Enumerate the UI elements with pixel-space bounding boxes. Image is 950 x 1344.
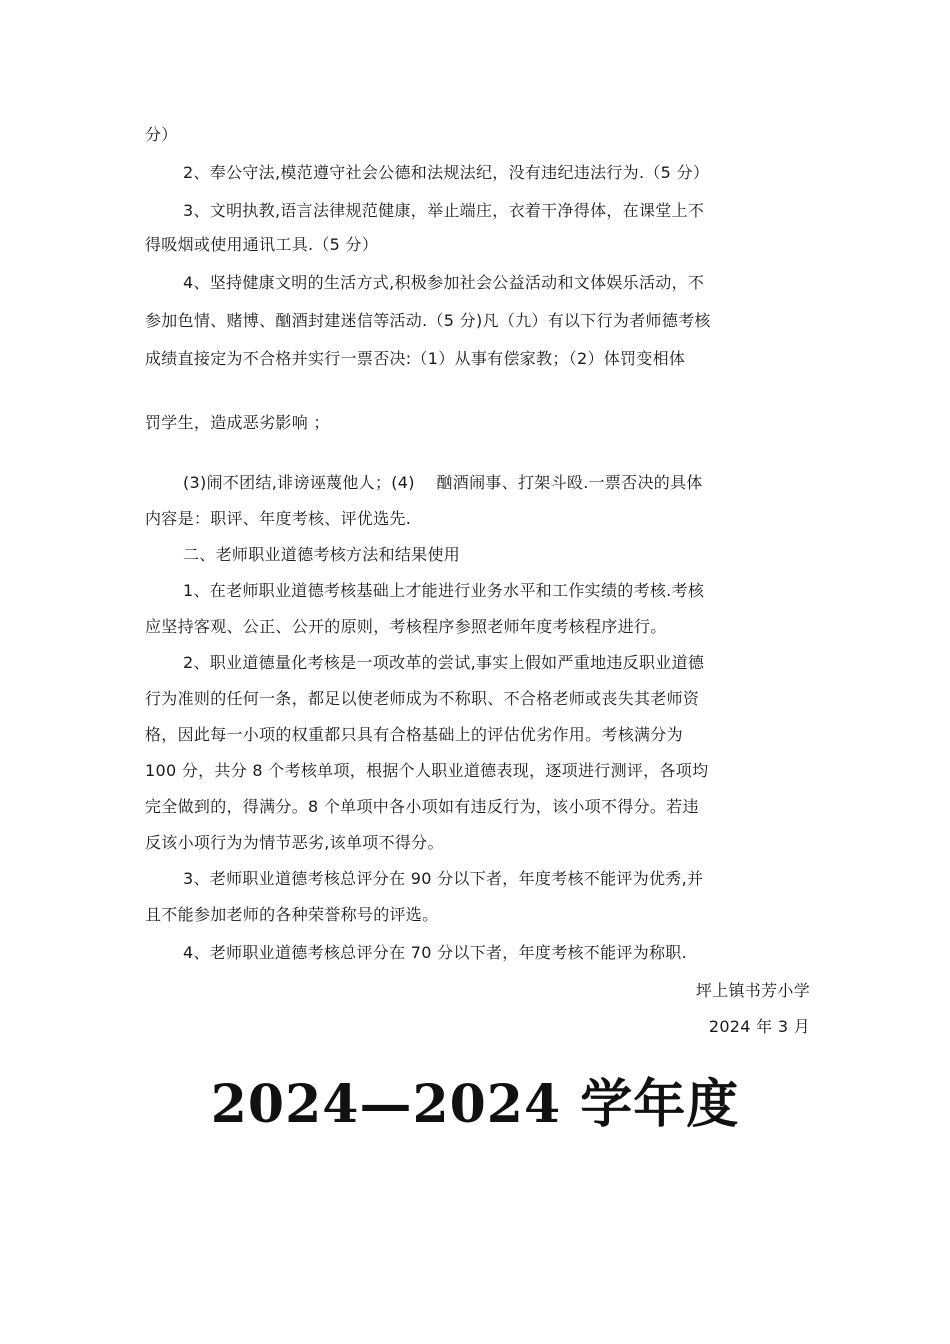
text-line: 格，因此每一小项的权重都只具有合格基础上的评估优劣作用。考核满分为 [145,725,683,744]
method-item-3: 3、老师职业道德考核总评分在 90 分以下者，年度考核不能评为优秀,并 [183,869,704,888]
section-heading: 二、老师职业道德考核方法和结果使用 [183,545,461,564]
next-page-title: 2024—2024 学年度 [210,1074,740,1135]
signature-school: 坪上镇书芳小学 [695,981,810,1000]
rule-item-2: 2、奉公守法,模范遵守社会公德和法规法纪，没有违纪违法行为.（5 分） [183,163,710,182]
rule-item-3: 3、文明执教,语言法律规范健康，举止端庄，衣着干净得体，在课堂上不 [183,201,705,220]
text-line: 反该小项行为为情节恶劣,该单项不得分。 [145,833,444,852]
text-line: 行为准则的任何一条，都足以使老师成为不称职、不合格老师或丧失其老师资 [145,689,700,708]
text-line: 应坚持客观、公正、公开的原则，考核程序参照老师年度考核程序进行。 [145,617,667,636]
method-item-2: 2、职业道德量化考核是一项改革的尝试,事实上假如严重地违反职业道德 [183,653,705,672]
rule-item-4: 4、坚持健康文明的生活方式,积极参加社会公益活动和文体娱乐活动，不 [183,273,705,292]
text-line: 100 分，共分 8 个考核单项，根据个人职业道德表现，逐项进行测评，各项均 [145,761,709,780]
document-body [145,118,810,1044]
method-item-1: 1、在老师职业道德考核基础上才能进行业务水平和工作实绩的考核.考核 [183,581,705,600]
veto-item-3-4: (3)闹不团结,诽谤诬蔑他人；(4) 酗酒闹事、打架斗殴.一票否决的具体 [183,473,703,492]
text-line: 得吸烟或使用通讯工具.（5 分） [145,235,379,254]
text-line: 完全做到的，得满分。8 个单项中各小项如有违反行为，该小项不得分。若违 [145,797,699,816]
text-line: 参加色情、赌博、酗酒封建迷信等活动.（5 分)凡（九）有以下行为者师德考核 [145,311,711,330]
text-line: 内容是：职评、年度考核、评优选先. [145,509,412,528]
text-line: 罚学生，造成恶劣影响 ； [145,413,330,432]
text-line: 成绩直接定为不合格并实行一票否决:（1）从事有偿家教；（2）体罚变相体 [145,349,686,368]
text-line: 分） [145,125,178,144]
method-item-4: 4、老师职业道德考核总评分在 70 分以下者，年度考核不能评为称职. [183,943,687,962]
text-line: 且不能参加老师的各种荣誉称号的评选。 [145,905,439,924]
signature-date: 2024 年 3 月 [708,1017,810,1036]
